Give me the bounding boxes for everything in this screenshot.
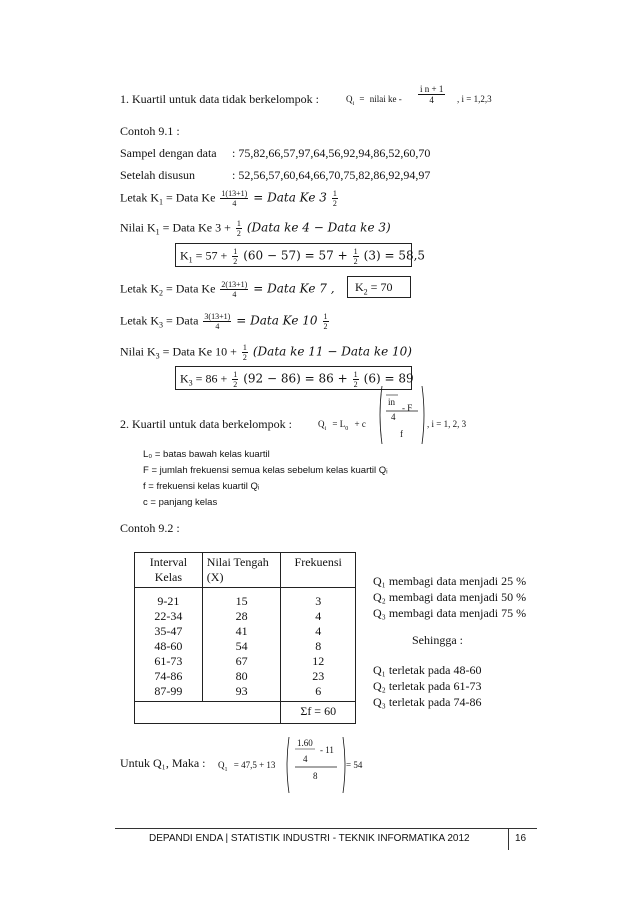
k1-box-d: (3) = 58,5 — [363, 248, 426, 263]
table-body-row — [135, 588, 356, 702]
midpoint-cell: 41 — [235, 624, 248, 638]
k2-frac-den: 4 — [232, 290, 237, 299]
footer-divider — [115, 828, 537, 829]
section1-formula — [346, 94, 402, 107]
s2-inner-top: in — [388, 397, 396, 407]
section1-formula-tail: , i = 1,2,3 — [457, 94, 492, 104]
note-q2: Q₂ membagi data menjadi 50 % — [373, 590, 527, 604]
calc-minus: - 11 — [320, 745, 334, 755]
midpoint-cell: 54 — [235, 639, 248, 653]
k3-nilai-mid: = Data Ke 10 + — [159, 344, 237, 359]
k2-sub: 2 — [158, 288, 163, 298]
k3-nilai-pre: Nilai K — [120, 344, 156, 359]
s2-tail: , i = 1, 2, 3 — [427, 419, 467, 429]
note-q1: Q₁ membagi data menjadi 25 % — [373, 574, 527, 588]
frequency-table — [134, 552, 356, 724]
k1-nilai-pre: Nilai K — [120, 220, 156, 235]
k3-letak-mid: = Data — [162, 313, 199, 328]
half-den: 2 — [236, 229, 241, 238]
half-num: 1 — [353, 247, 358, 256]
half-num: 1 — [236, 219, 241, 228]
k3-nilai-post: (Data ke 11 − Data ke 10) — [252, 344, 412, 359]
page-number: 16 — [515, 833, 527, 844]
section2-title: 2. Kuartil untuk data berkelompok : — [120, 417, 292, 431]
half-den: 2 — [353, 257, 358, 266]
header-interval: Interval Kelas — [135, 553, 203, 588]
formula-q-sub: i — [352, 100, 355, 107]
k2-box-val: = 70 — [367, 280, 393, 294]
freq-cell: 4 — [315, 624, 322, 638]
header-frequency: Frekuensi — [281, 553, 356, 588]
k1-frac-den: 4 — [232, 199, 237, 208]
half-num: 1 — [353, 370, 358, 379]
k1-box-a: K — [180, 248, 189, 263]
formula-eq: = — [359, 94, 365, 104]
midpoint-cell: 67 — [235, 654, 248, 668]
legend-l0: L₀ = batas bawah kelas kuartil — [143, 449, 270, 460]
s2-inner-4: 4 — [391, 412, 396, 422]
calc-eq: = 47,5 + 13 — [233, 760, 276, 770]
freq-cell: 4 — [315, 609, 322, 623]
calc-label: Untuk Q₁, Maka : — [120, 756, 206, 770]
k2-box: K — [355, 280, 364, 294]
half-den: 2 — [233, 257, 238, 266]
k2-letak-pre: Letak K — [120, 281, 159, 296]
section2-formula — [318, 419, 366, 432]
k3-frac-den: 4 — [215, 322, 220, 331]
k3-box-b: = 86 + — [192, 371, 228, 386]
half-den: 2 — [353, 380, 358, 389]
sehingga: Sehingga : — [412, 633, 463, 647]
calc-result: = 54 — [346, 760, 363, 770]
k2-result — [355, 280, 392, 296]
loc-q1: Q₁ terletak pada 48-60 — [373, 663, 482, 677]
k1-sub: 1 — [158, 197, 163, 207]
freq-cell: 8 — [315, 639, 322, 653]
loc-q3: Q₃ terletak pada 74-86 — [373, 695, 482, 709]
k3-box-d: (6) = 89 — [363, 371, 414, 386]
half-num: 1 — [233, 370, 238, 379]
s2-eq: = L — [332, 419, 346, 429]
interval-cell: 9-21 — [157, 594, 180, 608]
k2-box-sub: 2 — [363, 287, 368, 297]
k3-box-c: (92 − 86) = 86 + — [243, 371, 348, 386]
k1-nilai-post: (Data ke 4 − Data ke 3) — [246, 220, 391, 235]
col-intervals — [135, 588, 203, 702]
k1-box-sub: 1 — [188, 255, 193, 265]
header-midpoint: Nilai Tengah (X) — [202, 553, 281, 588]
ex1-sample-label: Sampel dengan data — [120, 146, 217, 160]
k3-box-a: K — [180, 371, 189, 386]
interval-cell: 22-34 — [154, 609, 183, 623]
legend-F: F = jumlah frekuensi semua kelas sebelum kelas kuartil Qᵢ — [143, 465, 388, 476]
s2-eq-sub: 0 — [345, 425, 349, 432]
freq-cell: 12 — [312, 654, 325, 668]
k3-nilai — [120, 343, 412, 362]
midpoint-cell: 15 — [235, 594, 248, 608]
calc-lhs — [218, 760, 275, 773]
k3-sub: 3 — [158, 320, 163, 330]
calc-q: Q — [218, 760, 225, 770]
table-total-row — [135, 702, 356, 724]
half-num: 1 — [242, 343, 247, 352]
formula-den: 4 — [429, 95, 434, 105]
calc-q-sub: 1 — [224, 766, 228, 773]
col-midpoints — [202, 588, 281, 702]
interval-cell: 74-86 — [154, 669, 183, 683]
table-header-row — [135, 553, 356, 588]
k3-letak — [120, 312, 331, 331]
half-num: 1 — [323, 312, 328, 321]
half-den: 2 — [242, 353, 247, 362]
s2-inner-f: f — [400, 429, 403, 439]
k1-letak — [120, 189, 340, 208]
half-den: 2 — [332, 199, 337, 208]
ex1-title: Contoh 9.1 : — [120, 124, 180, 138]
half-num: 1 — [332, 189, 337, 198]
midpoint-cell: 28 — [235, 609, 248, 623]
freq-cell: 23 — [312, 669, 325, 683]
k2-letak — [120, 280, 335, 299]
total-empty-2 — [202, 702, 281, 724]
midpoint-cell: 80 — [235, 669, 248, 683]
s2-lhs: Q — [318, 419, 325, 429]
formula-mid: nilai ke - — [369, 94, 402, 104]
calc-4: 4 — [303, 754, 308, 764]
k1-box-b: = 57 + — [192, 248, 228, 263]
k2-letak-mid: = Data Ke — [162, 281, 216, 296]
midpoint-cell: 93 — [235, 684, 248, 698]
k1-nilai-mid: = Data Ke 3 + — [159, 220, 231, 235]
ex1-sample-values: : 75,82,66,57,97,64,56,92,94,86,52,60,70 — [232, 146, 431, 160]
calc-big-paren — [285, 735, 347, 795]
k2-letak-post: = Data Ke 7 , — [253, 281, 335, 296]
section1-formula-frac — [418, 84, 445, 105]
interval-cell: 35-47 — [154, 624, 183, 638]
freq-cell: 3 — [315, 594, 322, 608]
calc-8: 8 — [313, 771, 318, 781]
k3-letak-post: = Data Ke 10 — [236, 313, 318, 328]
formula-q: Q — [346, 94, 353, 104]
k1-letak-post: = Data Ke 3 — [253, 190, 327, 205]
footer-text: DEPANDI ENDA | STATISTIK INDUSTRI - TEKNIK INFORMATIKA 2012 — [149, 833, 470, 844]
k1-result — [180, 247, 425, 266]
calc-top: 1.60 — [297, 738, 313, 748]
k1-nilai-sub: 1 — [155, 227, 160, 237]
s2-lhs-sub: i — [324, 425, 327, 432]
total-cell: Σf = 60 — [281, 702, 356, 724]
legend-c: c = panjang kelas — [143, 497, 218, 508]
k1-frac-num: 1(13+1) — [221, 189, 248, 198]
half-den: 2 — [233, 380, 238, 389]
ex1-sorted-values: : 52,56,57,60,64,66,70,75,82,86,92,94,97 — [232, 168, 431, 182]
ex1-sorted-label: Setelah disusun — [120, 168, 195, 182]
s2-inner-minus: - F — [402, 403, 413, 413]
col-freqs — [281, 588, 356, 702]
interval-cell: 87-99 — [154, 684, 183, 698]
ex2-title: Contoh 9.2 : — [120, 521, 180, 535]
k2-frac-num: 2(13+1) — [221, 280, 248, 289]
s2-plus-c: + c — [354, 419, 366, 429]
k1-letak-mid: = Data Ke — [162, 190, 216, 205]
half-num: 1 — [233, 247, 238, 256]
freq-cell: 6 — [315, 684, 322, 698]
note-q3: Q₃ membagi data menjadi 75 % — [373, 606, 527, 620]
k1-letak-pre: Letak K — [120, 190, 159, 205]
k3-letak-pre: Letak K — [120, 313, 159, 328]
k3-nilai-sub: 3 — [155, 351, 160, 361]
legend-f: f = frekuensi kelas kuartil Qᵢ — [143, 481, 260, 492]
k3-box-sub: 3 — [188, 378, 193, 388]
loc-q2: Q₂ terletak pada 61-73 — [373, 679, 482, 693]
k3-frac-num: 3(13+1) — [204, 312, 231, 321]
half-den: 2 — [323, 322, 328, 331]
k1-nilai — [120, 219, 391, 238]
section1-title: 1. Kuartil untuk data tidak berkelompok : — [120, 92, 319, 106]
interval-cell: 48-60 — [154, 639, 183, 653]
interval-cell: 61-73 — [154, 654, 183, 668]
formula-num: i n + 1 — [420, 84, 444, 94]
total-empty-1 — [135, 702, 203, 724]
k1-box-c: (60 − 57) = 57 + — [243, 248, 348, 263]
